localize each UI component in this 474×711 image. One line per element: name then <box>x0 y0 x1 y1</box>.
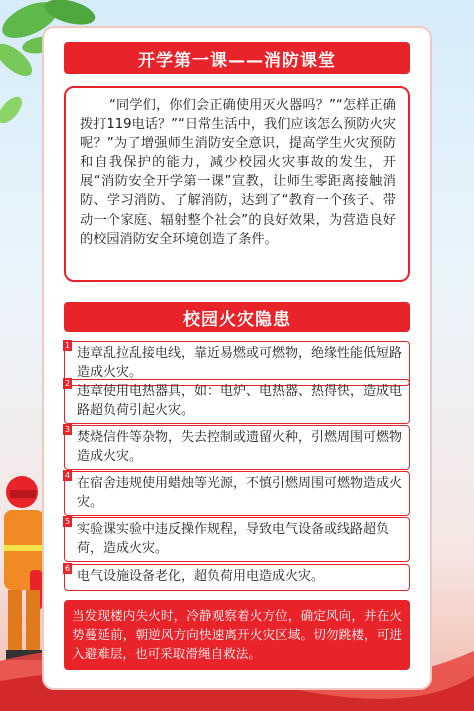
hazard-number: 3 <box>64 425 71 434</box>
hazard-number: 6 <box>64 564 71 573</box>
hazard-text: 在宿舍违规使用蜡烛等光源，不慎引燃周围可燃物造成火灾。 <box>77 476 403 510</box>
hazard-item <box>64 425 410 470</box>
hazard-text: 实验课实验中违反操作规程，导致电气设备或线路超负荷，造成火灾。 <box>77 522 390 556</box>
hazard-text: 焚烧信件等杂物，失去控制或遗留火种，引燃周围可燃物造成火灾。 <box>77 430 403 464</box>
hazard-text: 违章使用电热器具，如：电炉、电热器、热得快，造成电路超负荷引起火灾。 <box>77 384 403 418</box>
hazard-number: 2 <box>64 379 71 388</box>
hazard-item <box>64 471 410 516</box>
intro-text: “同学们，你们会正确使用灭火器吗？”“怎样正确拨打119电话？”“日常生活中，我们应该怎么预防火灾呢？”为了增强师生消防安全意识，提高学生火灾预防和自我保护的能力，减少校园火灾事故的发生，开展“消防安全开学第一课”宣教，让师生零距离接触消防、学习消防、了解消防，达到了“教育一个孩子、带动一个家庭、辐射整个社会”的良好效果，为营造良好的校园消防安全环境创造了条件。 <box>80 98 396 247</box>
hazard-item <box>64 517 410 562</box>
hazard-number: 1 <box>64 341 71 350</box>
section-title: 校园火灾隐患 <box>64 302 410 332</box>
hazard-number: 4 <box>64 471 71 480</box>
hazard-item <box>64 564 410 591</box>
hazard-number: 5 <box>64 517 71 526</box>
footer-tip: 当发现楼内失火时，冷静观察着火方位，确定风向，并在火势蔓延前，朝逆风方向快速离开火灾区域。切勿跳楼，可进入避难层，也可采取滑绳自救法。 <box>64 600 410 670</box>
hazard-item <box>64 379 410 424</box>
hazard-text: 违章乱拉乱接电线，靠近易燃或可燃物，绝缘性能低短路造成火灾。 <box>77 346 403 380</box>
page-title: 开学第一课——消防课堂 <box>64 42 410 74</box>
hazard-text: 电气设施设备老化，超负荷用电造成火灾。 <box>77 569 325 584</box>
